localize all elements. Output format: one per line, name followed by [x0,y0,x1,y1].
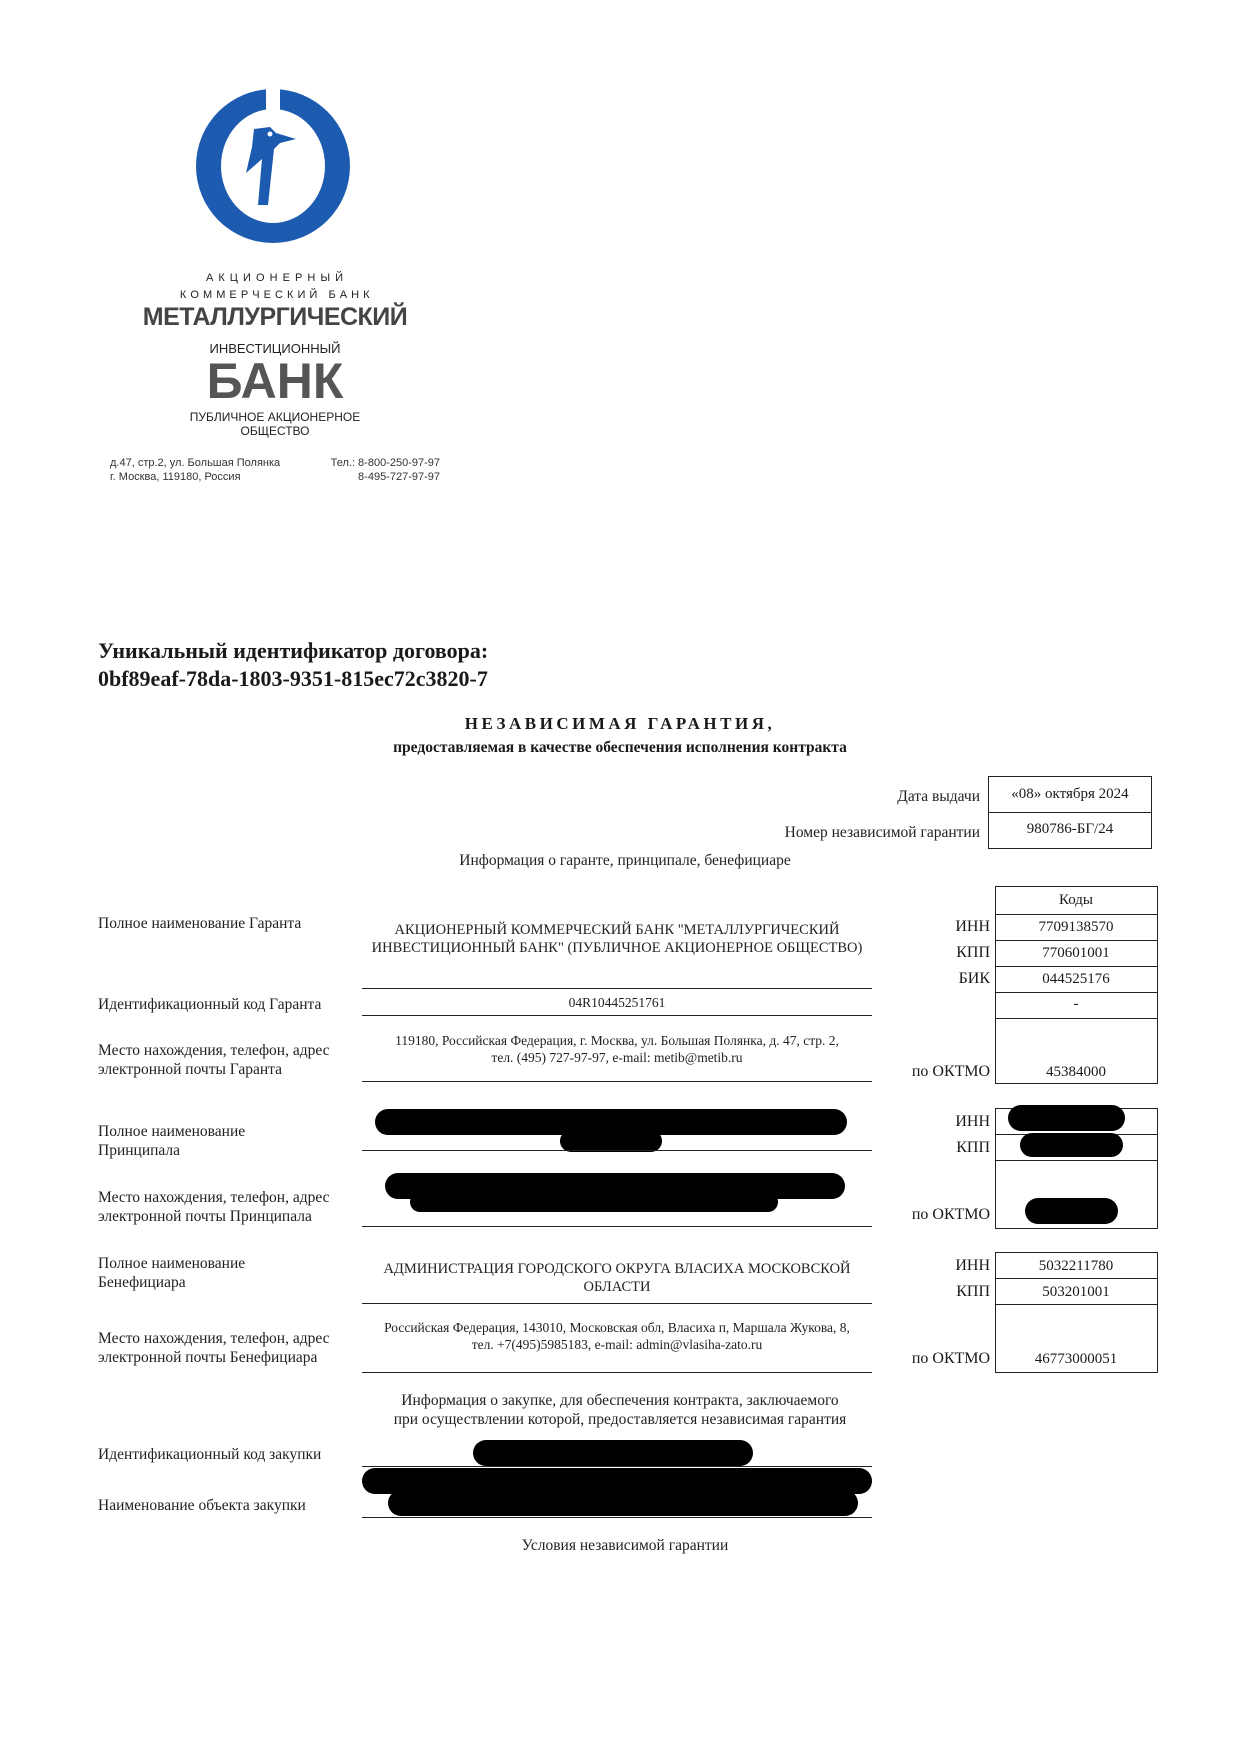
issue-date-label: Дата выдачи [897,788,980,805]
contract-id-value: 0bf89eaf-78da-1803-9351-815ec72c3820-7 [98,666,488,691]
eagle-emblem-icon [196,89,350,243]
document-subtitle: предоставляемая в качестве обеспечения исполнения контракта [393,739,847,756]
guarantor-address-line2: тел. (495) 727-97-97, e-mail: metib@metib.ru [491,1050,743,1065]
beneficiary-name-line2: ОБЛАСТИ [583,1279,651,1295]
guarantor-bik: 044525176 [1042,971,1110,987]
principal-address-label-line1: Место нахождения, телефон, адрес [98,1189,330,1206]
principal-inn-label: ИНН [955,1113,990,1130]
issue-date-box [988,776,1152,813]
issue-date-value: «08» октября 2024 [1011,786,1129,802]
guarantor-oktmo: 45384000 [1046,1064,1106,1080]
principal-oktmo-redaction [1025,1198,1118,1224]
guarantee-number-label: Номер независимой гарантии [784,824,980,841]
conditions-heading: Условия независимой гарантии [521,1537,729,1554]
guarantor-name-line2: ИНВЕСТИЦИОННЫЙ БАНК" (ПУБЛИЧНОЕ АКЦИОНЕРНОЕ ОБЩЕСТВО) [371,940,863,956]
guarantor-id-value: 04R10445251761 [568,995,666,1010]
beneficiary-kpp: 503201001 [1042,1284,1110,1300]
principal-oktmo-label: по ОКТМО [911,1206,990,1223]
guarantee-number-value: 980786-БГ/24 [1026,821,1114,837]
guarantor-name-label: Полное наименование Гаранта [98,915,302,932]
principal-kpp-redaction [1020,1133,1123,1157]
guarantor-address-label-line2: электронной почты Гаранта [98,1061,283,1078]
guarantor-address-label-line1: Место нахождения, телефон, адрес [98,1042,330,1059]
beneficiary-address-line2: тел. +7(495)5985183, e-mail: admin@vlasiha-zato.ru [471,1337,763,1352]
purchase-object-label: Наименование объекта закупки [98,1497,306,1514]
beneficiary-oktmo-label: по ОКТМО [911,1350,990,1367]
logo-text-line4: ИНВЕСТИЦИОННЫЙ [209,341,341,356]
document-title: НЕЗАВИСИМАЯ ГАРАНТИЯ, [464,714,776,733]
beneficiary-name-line1: АДМИНИСТРАЦИЯ ГОРОДСКОГО ОКРУГА ВЛАСИХА МОСКОВСКОЙ [383,1261,851,1277]
principal-name-label-line2: Принципала [98,1142,181,1159]
principal-inn-redaction [1008,1105,1125,1131]
guarantor-bik-label: БИК [958,970,990,987]
beneficiary-address-line1: Российская Федерация, 143010, Московская обл, Власиха п, Маршала Жукова, 8, [384,1320,850,1335]
beneficiary-name-label-line2: Бенефициара [98,1274,186,1291]
contract-id-label: Уникальный идентификатор договора: [98,638,489,663]
bank-address-line2: г. Москва, 119180, Россия [110,471,241,483]
guarantor-inn-label: ИНН [955,918,990,935]
purchase-heading-line1: Информация о закупке, для обеспечения контракта, заключаемого [401,1392,839,1409]
logo-text-line1: А К Ц И О Н Е Р Н Ы Й [205,272,345,284]
beneficiary-inn: 5032211780 [1038,1258,1114,1274]
bank-address-line1: д.47, стр.2, ул. Большая Полянка [110,457,281,469]
purchase-heading-line2: при осуществлении которой, предоставляется независимая гарантия [393,1411,847,1428]
beneficiary-oktmo: 46773000051 [1034,1351,1118,1367]
principal-name-redaction-2 [560,1130,662,1152]
bank-phone-line1: Тел.: 8-800-250-97-97 [330,457,440,469]
guarantor-kpp-label: КПП [956,944,990,961]
principal-kpp-label: КПП [956,1139,990,1156]
logo-text-line7: ОБЩЕСТВО [240,424,310,438]
guarantor-name-line1: АКЦИОНЕРНЫЙ КОММЕРЧЕСКИЙ БАНК "МЕТАЛЛУРГИЧЕСКИЙ [394,922,840,938]
principal-name-label-line1: Полное наименование [98,1123,246,1140]
guarantor-code-dash: - [1073,996,1079,1012]
logo-text-line2: К О М М Е Р Ч Е С К И Й Б А Н К [179,289,371,301]
guarantor-id-label: Идентификационный код Гаранта [98,996,322,1013]
beneficiary-address-label-line2: электронной почты Бенефициара [98,1349,318,1366]
purchase-id-redaction [473,1440,753,1466]
guarantor-oktmo-label: по ОКТМО [911,1063,990,1080]
beneficiary-kpp-label: КПП [956,1283,990,1300]
purchase-id-label: Идентификационный код закупки [98,1446,322,1463]
logo-text-line6: ПУБЛИЧНОЕ АКЦИОНЕРНОЕ [189,410,361,424]
beneficiary-inn-label: ИНН [955,1257,990,1274]
purchase-object-redaction-2 [388,1490,858,1516]
logo-text-line5: БАНК [206,353,344,409]
codes-header: Коды [1058,892,1094,908]
beneficiary-name-label-line1: Полное наименование [98,1255,246,1272]
principal-address-redaction-2 [410,1192,778,1212]
principal-address-label-line2: электронной почты Принципала [98,1208,312,1225]
guarantor-kpp: 770601001 [1042,945,1110,961]
guarantor-address-line1: 119180, Российская Федерация, г. Москва, ул. Большая Полянка, д. 47, стр. 2, [395,1033,839,1048]
beneficiary-address-label-line1: Место нахождения, телефон, адрес [98,1330,330,1347]
guarantee-number-box [988,812,1152,849]
guarantor-inn: 7709138570 [1038,919,1114,935]
logo-text-line3: МЕТАЛЛУРГИЧЕСКИЙ [142,303,408,331]
parties-heading: Информация о гаранте, принципале, бенефициаре [459,852,791,869]
bank-phone-line2: 8-495-727-97-97 [358,471,440,483]
